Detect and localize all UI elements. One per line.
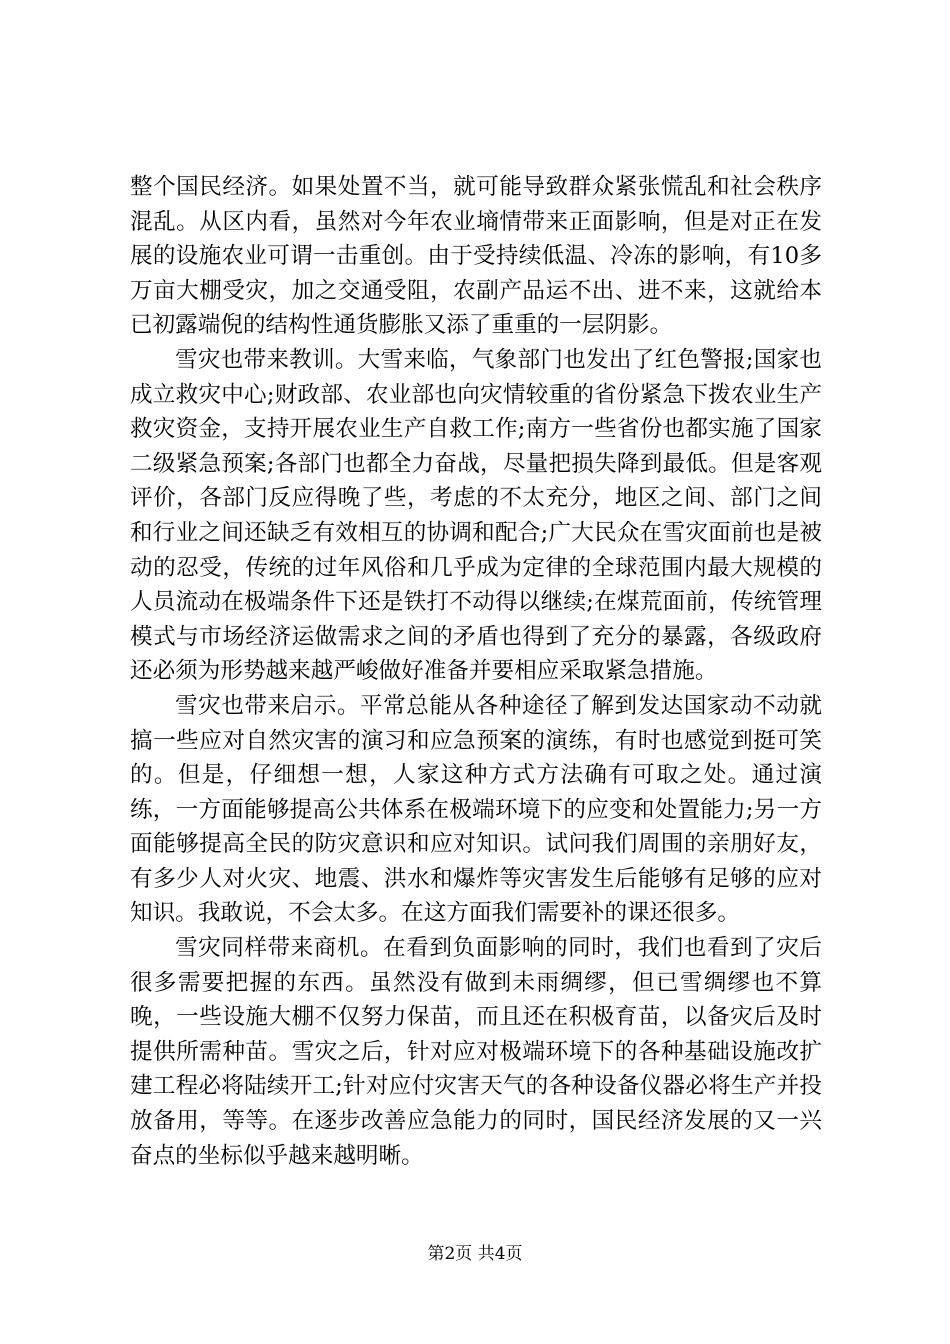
paragraph: 整个国民经济。如果处置不当，就可能导致群众紧张慌乱和社会秩序混乱。从区内看，虽然对今年农业墒情带来正面影响，但是对正在发展的设施农业可谓一击重创。由于受持续低温、冷冻的影响，有10多万亩大棚受灾，加之交通受阻，农副产品运不出、进不来，这就给本已初露端倪的结构性通货膨胀又添了重重的一层阴影。	[130, 174, 822, 339]
paragraph: 雪灾也带来教训。大雪来临，气象部门也发出了红色警报;国家也成立救灾中心;财政部、农业部也向灾情较重的省份紧急下拨农业生产救灾资金，支持开展农业生产自救工作;南方一些省份也都实施了国家二级紧急预案;各部门也都全力奋战，尽量把损失降到最低。但是客观评价，各部门反应得晚了些，考虑的不太充分，地区之间、部门之间和行业之间还缺乏有效相互的协调和配合;广大民众在雪灾面前也是被动的忍受，传统的过年风俗和几乎成为定律的全球范围内最大规模的人员流动在极端条件下还是铁打不动得以继续;在煤荒面前，传统管理模式与市场经济运做需求之间的矛盾也得到了充分的暴露，各级政府还必须为形势越来越严峻做好准备并要相应采取紧急措施。	[130, 346, 822, 685]
page-number-footer: 第2页 共4页	[427, 1244, 523, 1264]
paragraph: 雪灾也带来启示。平常总能从各种途径了解到发达国家动不动就搞一些应对自然灾害的演习和应急预案的演练，有时也感觉到挺可笑的。但是，仔细想一想，人家这种方式方法确有可取之处。通过演练，一方面能够提高公共体系在极端环境下的应变和处置能力;另一方面能够提高全民的防灾意识和应对知识。试问我们周围的亲朋好友，有多少人对火灾、地震、洪水和爆炸等灾害发生后能够有足够的应对知识。我敢说，不会太多。在这方面我们需要补的课还很多。	[130, 692, 822, 927]
document-body	[130, 170, 822, 1173]
paragraph: 雪灾同样带来商机。在看到负面影响的同时，我们也看到了灾后很多需要把握的东西。虽然没有做到未雨绸缪，但已雪绸缪也不算晚，一些设施大棚不仅努力保苗，而且还在积极育苗，以备灾后及时提供所需种苗。雪灾之后，针对应对极端环境下的各种基础设施改扩建工程必将陆续开工;针对应付灾害天气的各种设备仪器必将生产并投放备用，等等。在逐步改善应急能力的同时，国民经济发展的又一兴奋点的坐标似乎越来越明晰。	[130, 935, 822, 1169]
